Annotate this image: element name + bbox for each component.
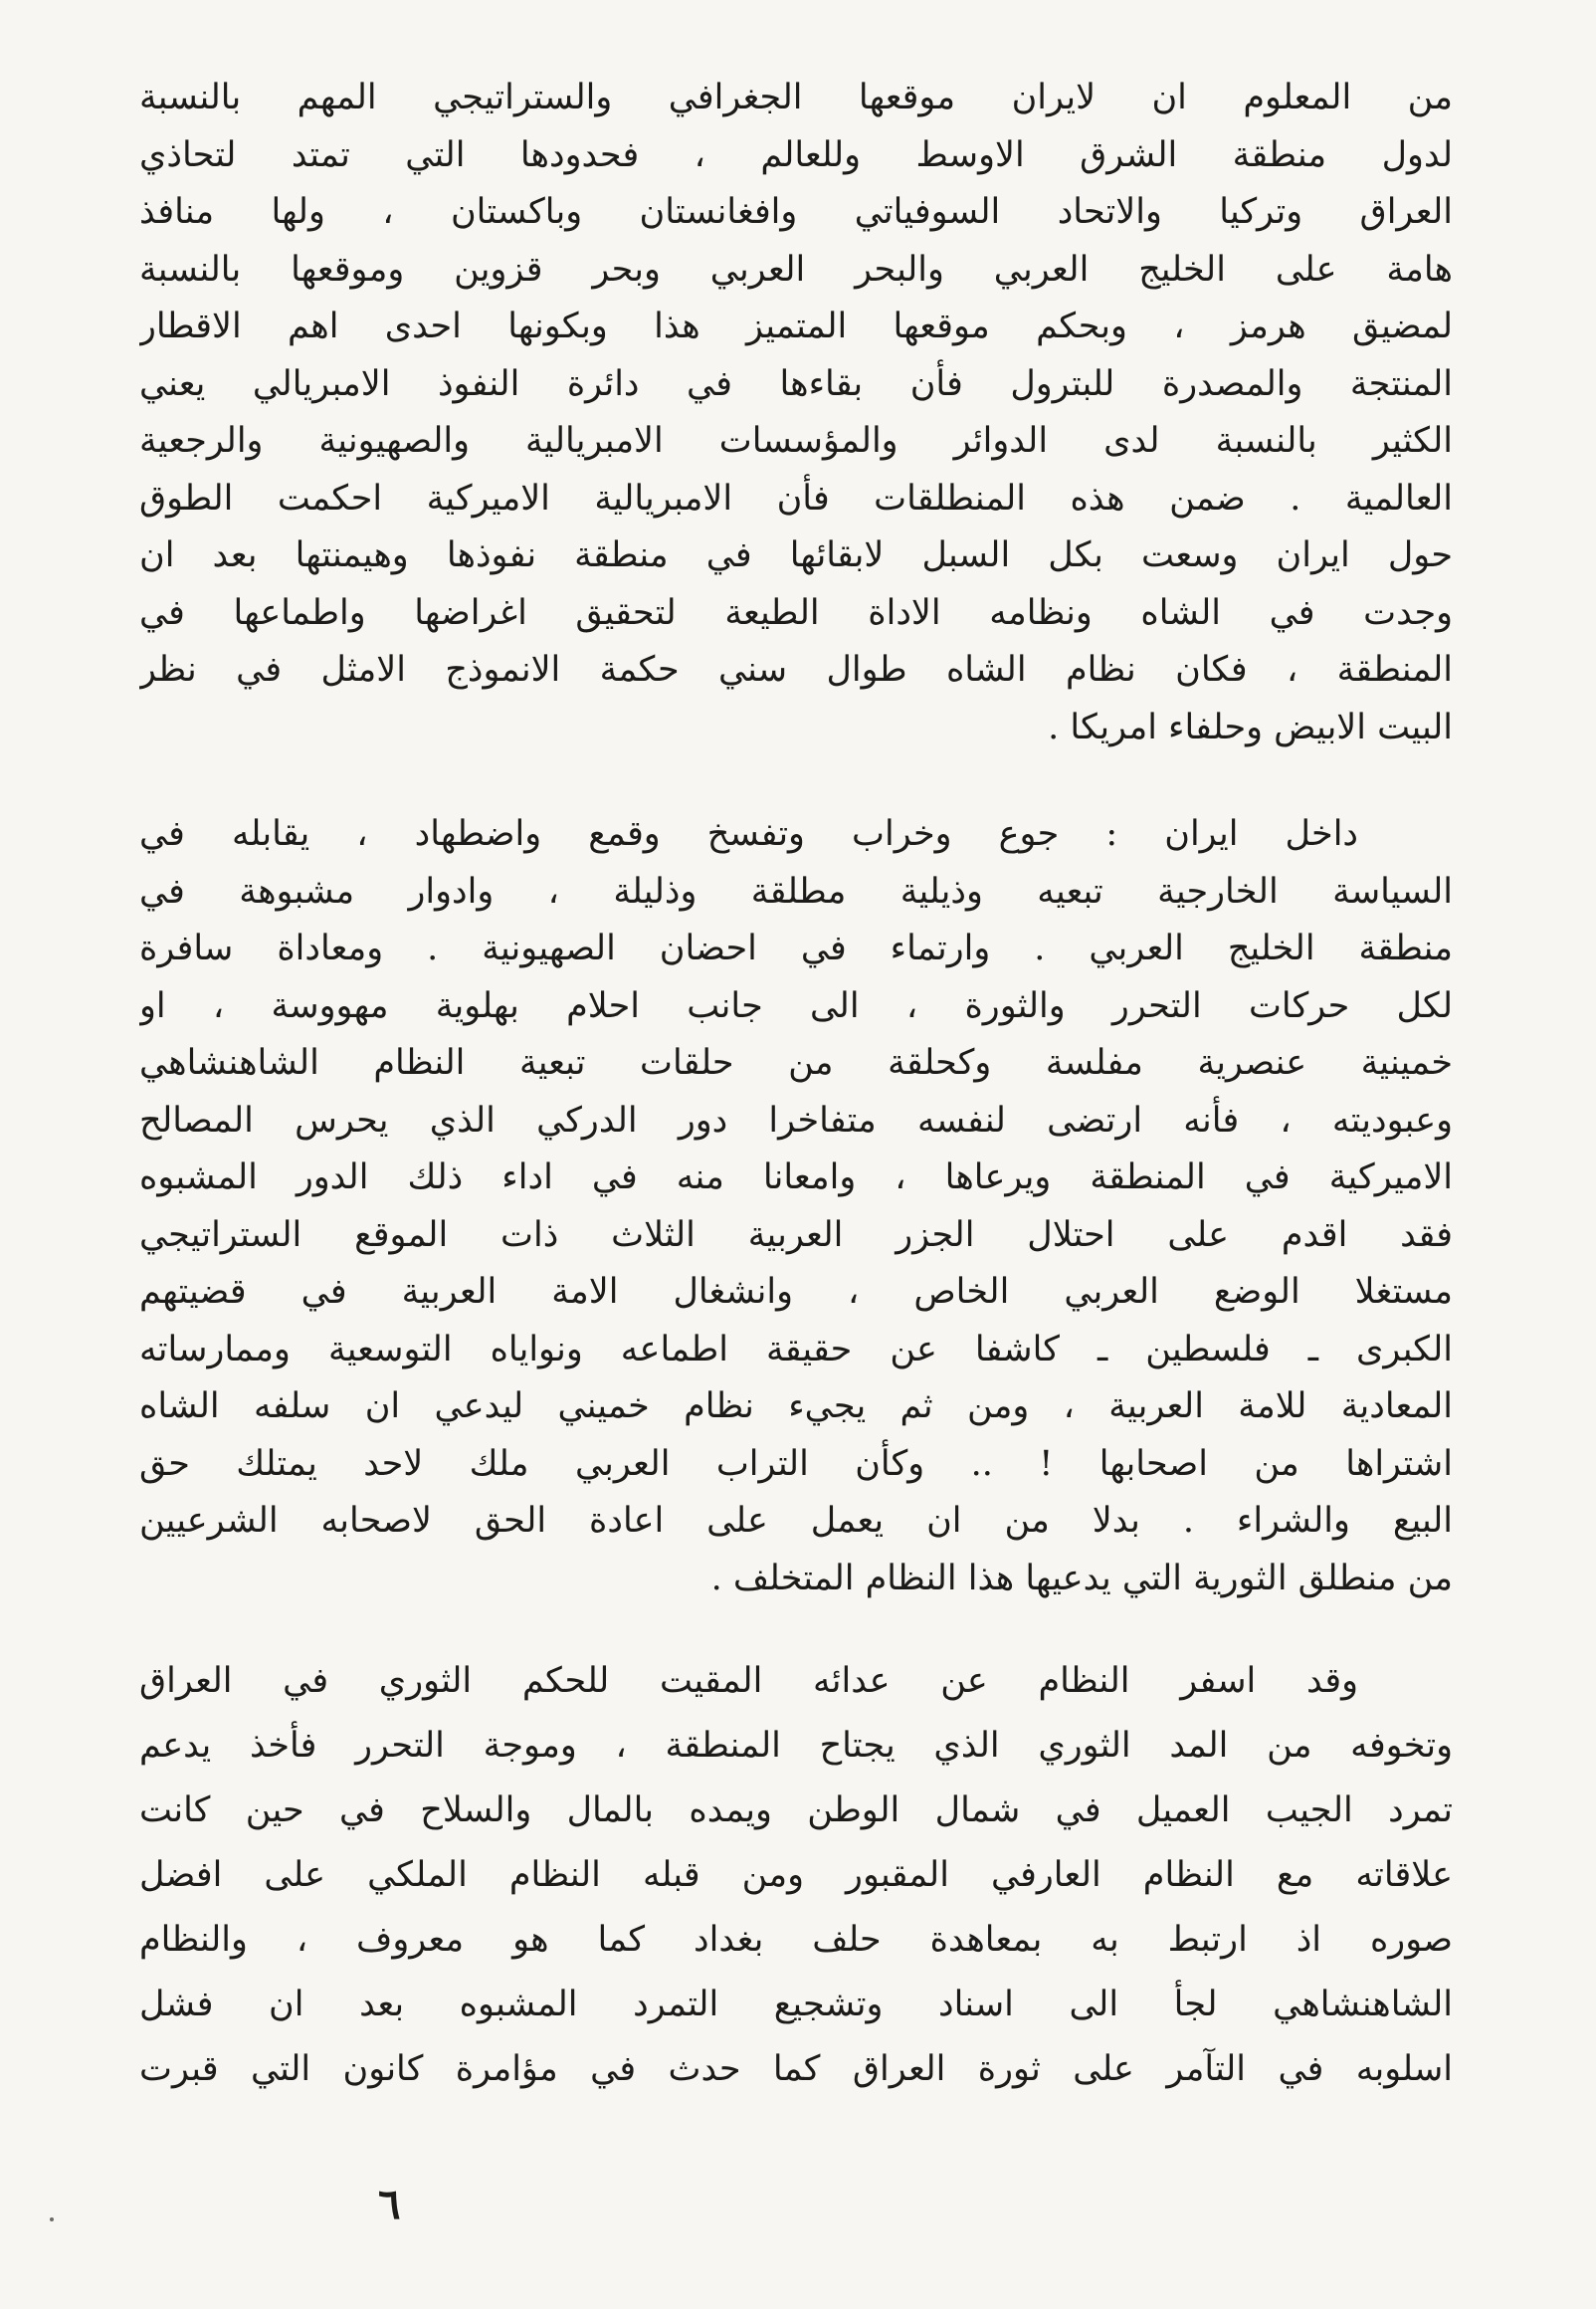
paragraph-2: [139, 806, 1453, 1607]
text-line: البيت الابيض وحلفاء امريكا .: [1048, 707, 1453, 747]
text-line: الشاهنشاهي لجأ الى اسناد وتشجيع التمرد المشبوه بعد ان فشل: [139, 1985, 1453, 2024]
text-line: اسلوبه في التآمر على ثورة العراق كما حدث في مؤامرة كانون التي قبرت: [139, 2049, 1453, 2089]
scan-speck: [50, 2217, 54, 2221]
text-line: السياسة الخارجية تبعيه وذيلية مطلقة وذليلة ، وادوار مشبوهة في: [139, 871, 1453, 912]
text-line: المعادية للامة العربية ، ومن ثم يجيء نظام خميني ليدعي ان سلفه الشاه: [139, 1386, 1453, 1426]
text-line: تمرد الجيب العميل في شمال الوطن ويمده بالمال والسلاح في حين كانت: [139, 1790, 1453, 1830]
text-line: علاقاته مع النظام العارفي المقبور ومن قبله النظام الملكي على افضل: [139, 1855, 1453, 1895]
text-line: خمينية عنصرية مفلسة وكحلقة من حلقات تبعية النظام الشاهنشاهي: [139, 1043, 1453, 1083]
paragraph-3: [139, 1649, 1453, 2102]
text-line: لمضيق هرمز ، وبحكم موقعها المتميز هذا وبكونها احدى اهم الاقطار: [139, 307, 1453, 346]
text-line: الاميركية في المنطقة ويرعاها ، وامعانا منه في اداء ذلك الدور المشبوه: [139, 1157, 1453, 1197]
text-line: اشتراها من اصحابها ! .. وكأن التراب العربي ملك لاحد يمتلك حق: [139, 1443, 1453, 1484]
text-line: من المعلوم ان لايران موقعها الجغرافي والستراتيجي المهم بالنسبة: [139, 78, 1453, 117]
text-line: البيع والشراء . بدلا من ان يعمل على اعادة الحق لاصحابه الشرعيين: [139, 1501, 1453, 1541]
text-line: الكثير بالنسبة لدى الدوائر والمؤسسات الامبريالية والصهيونية والرجعية: [139, 421, 1453, 461]
page-number: ٦: [378, 2180, 401, 2228]
paragraph-spacer: [139, 756, 1453, 806]
paragraph-1: [139, 70, 1453, 756]
text-line: هامة على الخليج العربي والبحر العربي وبحر قزوين وموقعها بالنسبة: [139, 249, 1453, 290]
text-line: فقد اقدم على احتلال الجزر العربية الثلاث ذات الموقع الستراتيجي: [139, 1214, 1453, 1255]
text-line: العراق وتركيا والاتحاد السوفياتي وافغانستان وباكستان ، ولها منافذ: [139, 192, 1453, 232]
text-line: المنتجة والمصدرة للبترول فأن بقاءها في دائرة النفوذ الامبريالي يعني: [139, 363, 1453, 404]
text-line: وقد اسفر النظام عن عدائه المقيت للحكم الثوري في العراق: [139, 1661, 1358, 1701]
text-line: المنطقة ، فكان نظام الشاه طوال سني حكمة الانموذج الامثل في نظر: [139, 650, 1453, 690]
text-line: داخل ايران : جوع وخراب وتفسخ وقمع واضطهاد ، يقابله في: [139, 814, 1358, 854]
text-line: وعبوديته ، فأنه ارتضى لنفسه متفاخرا دور الدركي الذي يحرس المصالح: [139, 1100, 1453, 1141]
text-line: صوره اذ ارتبط به بمعاهدة حلف بغداد كما هو معروف ، والنظام: [139, 1920, 1453, 1960]
text-line: وجدت في الشاه ونظامه الاداة الطيعة لتحقيق اغراضها واطماعها في: [139, 592, 1453, 633]
text-line: لدول منطقة الشرق الاوسط وللعالم ، فحدودها التي تمتد لتحاذي: [139, 134, 1453, 175]
text-line: لكل حركات التحرر والثورة ، الى جانب احلام بهلوية مهووسة ، او: [139, 985, 1453, 1026]
text-line: منطقة الخليج العربي . وارتماء في احضان الصهيونية . ومعاداة سافرة: [139, 929, 1453, 968]
paragraph-spacer: [139, 1607, 1453, 1649]
document-page: [139, 70, 1453, 2102]
text-line: العالمية . ضمن هذه المنطلقات فأن الامبريالية الاميركية احكمت الطوق: [139, 478, 1453, 519]
text-line: مستغلا الوضع العربي الخاص ، وانشغال الامة العربية في قضيتهم: [139, 1272, 1453, 1312]
text-line: من منطلق الثورية التي يدعيها هذا النظام المتخلف .: [710, 1558, 1453, 1598]
text-line: الكبرى ـ فلسطين ـ كاشفا عن حقيقة اطماعه ونواياه التوسعية وممارساته: [139, 1329, 1453, 1369]
text-line: حول ايران وسعت بكل السبل لابقائها في منطقة نفوذها وهيمنتها بعد ان: [139, 535, 1453, 575]
text-line: وتخوفه من المد الثوري الذي يجتاح المنطقة ، وموجة التحرر فأخذ يدعم: [139, 1726, 1453, 1766]
